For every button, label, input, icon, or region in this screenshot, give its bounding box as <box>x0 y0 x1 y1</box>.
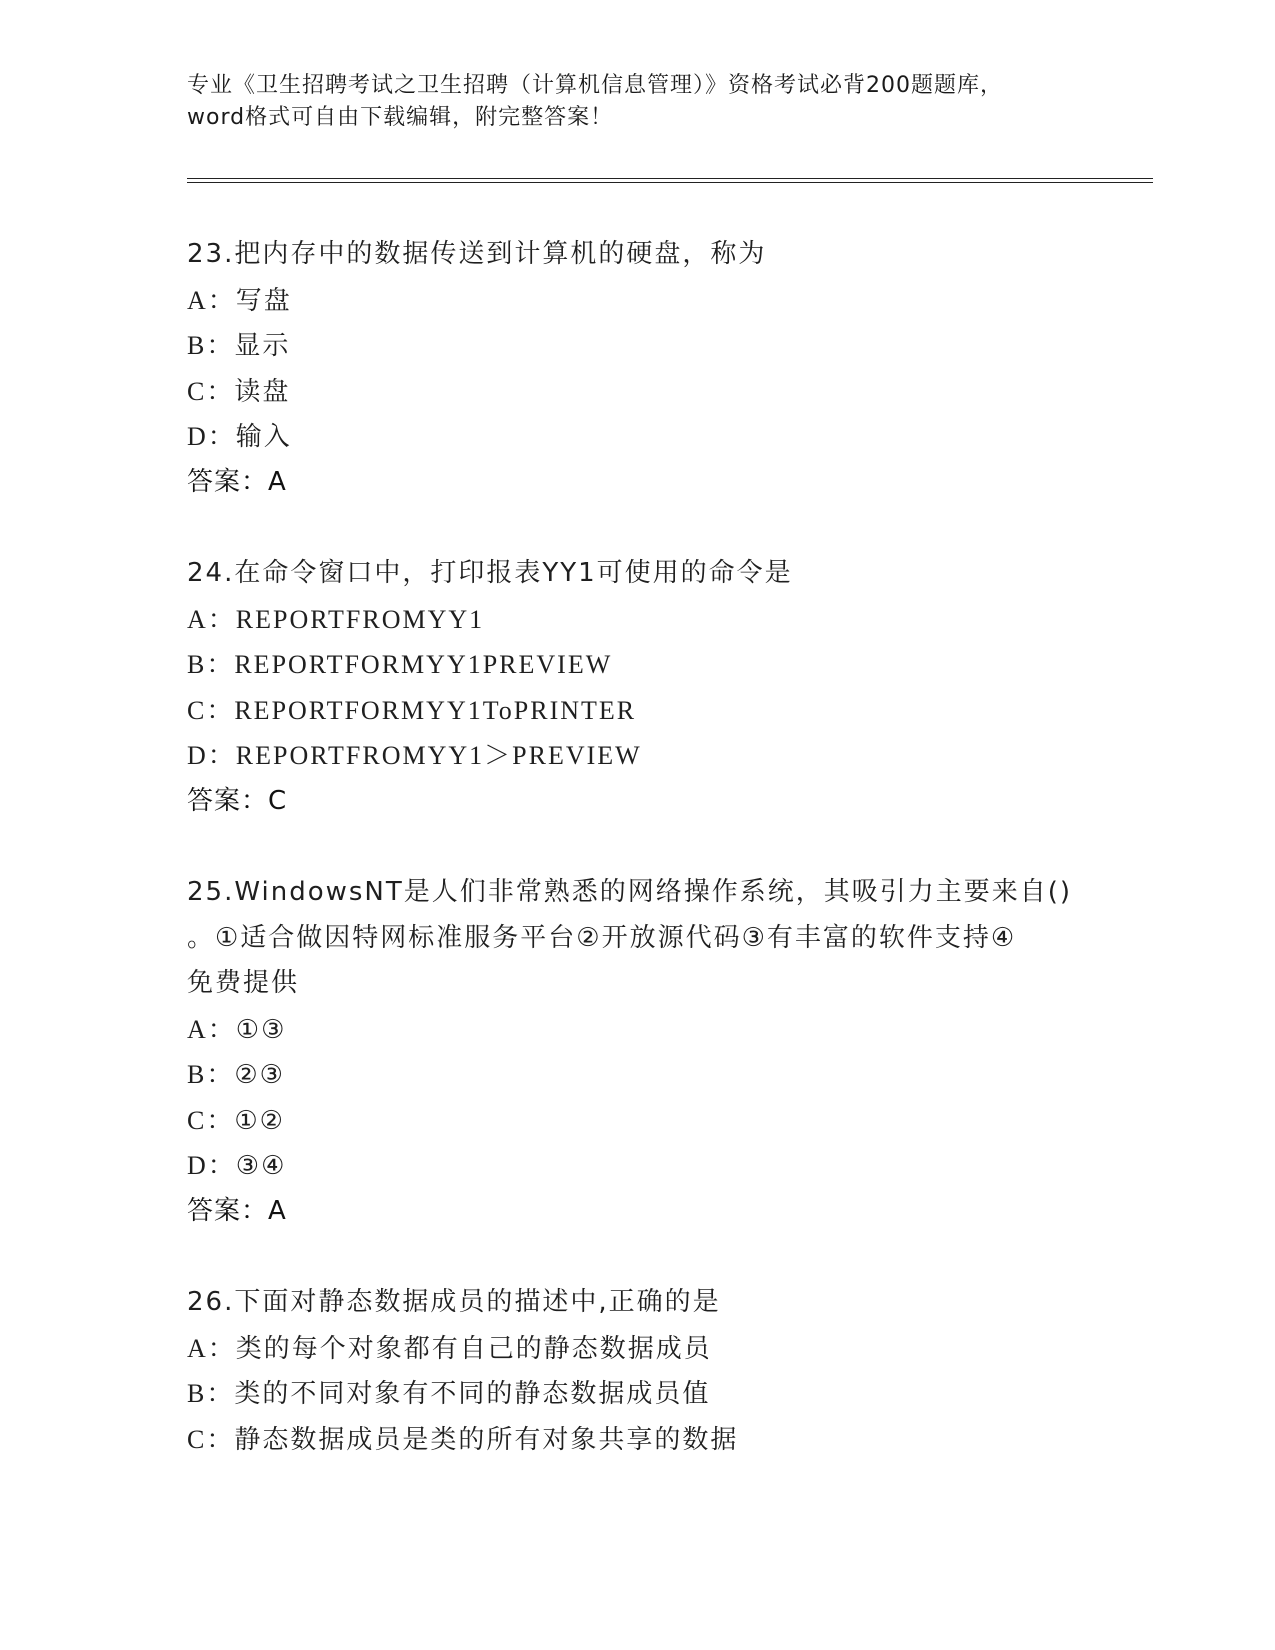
option-d <box>187 414 1087 460</box>
question-stem: 24.在命令窗口中，打印报表YY1可使用的命令是 <box>187 558 793 588</box>
option-key: C： <box>187 1105 235 1135</box>
option-text: REPORTFORMYY1PREVIEW <box>234 650 613 679</box>
answer-line: 答案：C <box>187 785 288 816</box>
option-key: B： <box>187 1379 235 1408</box>
header-rule-top <box>187 178 1153 179</box>
option-text: REPORTFROMYY1 <box>235 604 485 634</box>
option-key: A： <box>187 604 236 634</box>
option-b <box>187 642 1087 688</box>
option-a <box>187 278 1087 324</box>
option-b <box>187 1371 1087 1417</box>
header-line-1: 专业《卫生招聘考试之卫生招聘（计算机信息管理）》资格考试必背200题题库， <box>187 73 1003 98</box>
option-text: 输入 <box>235 422 292 452</box>
option-key: C： <box>187 1424 235 1454</box>
header-rule-bottom <box>187 182 1153 183</box>
question-stem-line-1: 25.WindowsNT是人们非常熟悉的网络操作系统，其吸引力主要来自() <box>187 877 1073 907</box>
document-header <box>187 70 1067 134</box>
question-stem: 23.把内存中的数据传送到计算机的硬盘，称为 <box>187 239 767 269</box>
answer-line: 答案：A <box>187 1195 287 1226</box>
option-d <box>187 1143 1087 1189</box>
question-25 <box>187 870 1087 1234</box>
option-text: REPORTFORMYY1ToPRINTER <box>234 695 637 725</box>
question-stem-line-2: 。①适合做因特网标准服务平台②开放源代码③有丰富的软件支持④ <box>187 922 1017 953</box>
option-a <box>187 597 1087 643</box>
question-23 <box>187 232 1087 505</box>
option-b <box>187 1052 1087 1098</box>
option-text: ③④ <box>235 1151 287 1181</box>
option-key: D： <box>187 1151 236 1180</box>
option-a <box>187 1326 1087 1372</box>
option-text: ①② <box>234 1105 285 1136</box>
question-stem-line-3: 免费提供 <box>187 968 300 998</box>
option-text: ①③ <box>235 1014 287 1045</box>
option-text: REPORTFROMYY1＞PREVIEW <box>235 741 642 770</box>
option-d <box>187 733 1087 779</box>
option-text: 显示 <box>234 331 291 361</box>
option-key: C： <box>187 695 235 725</box>
option-text: 静态数据成员是类的所有对象共享的数据 <box>234 1424 739 1455</box>
option-b <box>187 323 1087 369</box>
option-text: 类的每个对象都有自己的静态数据成员 <box>235 1333 712 1364</box>
option-text: 类的不同对象有不同的静态数据成员值 <box>234 1379 711 1409</box>
option-key: A： <box>187 1333 236 1363</box>
option-key: A： <box>187 285 236 315</box>
option-key: B： <box>187 650 235 679</box>
answer-line: 答案：A <box>187 466 287 497</box>
option-text: 读盘 <box>234 376 291 407</box>
option-key: B： <box>187 1060 235 1089</box>
question-24 <box>187 551 1087 824</box>
option-key: A： <box>187 1014 236 1044</box>
question-stem: 26.下面对静态数据成员的描述中,正确的是 <box>187 1287 721 1317</box>
option-text: ②③ <box>234 1060 285 1090</box>
option-c <box>187 1098 1087 1144</box>
option-key: D： <box>187 741 236 770</box>
option-key: D： <box>187 422 236 451</box>
option-c <box>187 1417 1087 1463</box>
option-key: C： <box>187 376 235 406</box>
option-key: B： <box>187 331 235 360</box>
option-c <box>187 688 1087 734</box>
option-a <box>187 1007 1087 1053</box>
header-line-2: word格式可自由下载编辑，附完整答案！ <box>187 105 614 130</box>
question-26 <box>187 1280 1087 1462</box>
option-c <box>187 369 1087 415</box>
option-text: 写盘 <box>235 285 292 316</box>
